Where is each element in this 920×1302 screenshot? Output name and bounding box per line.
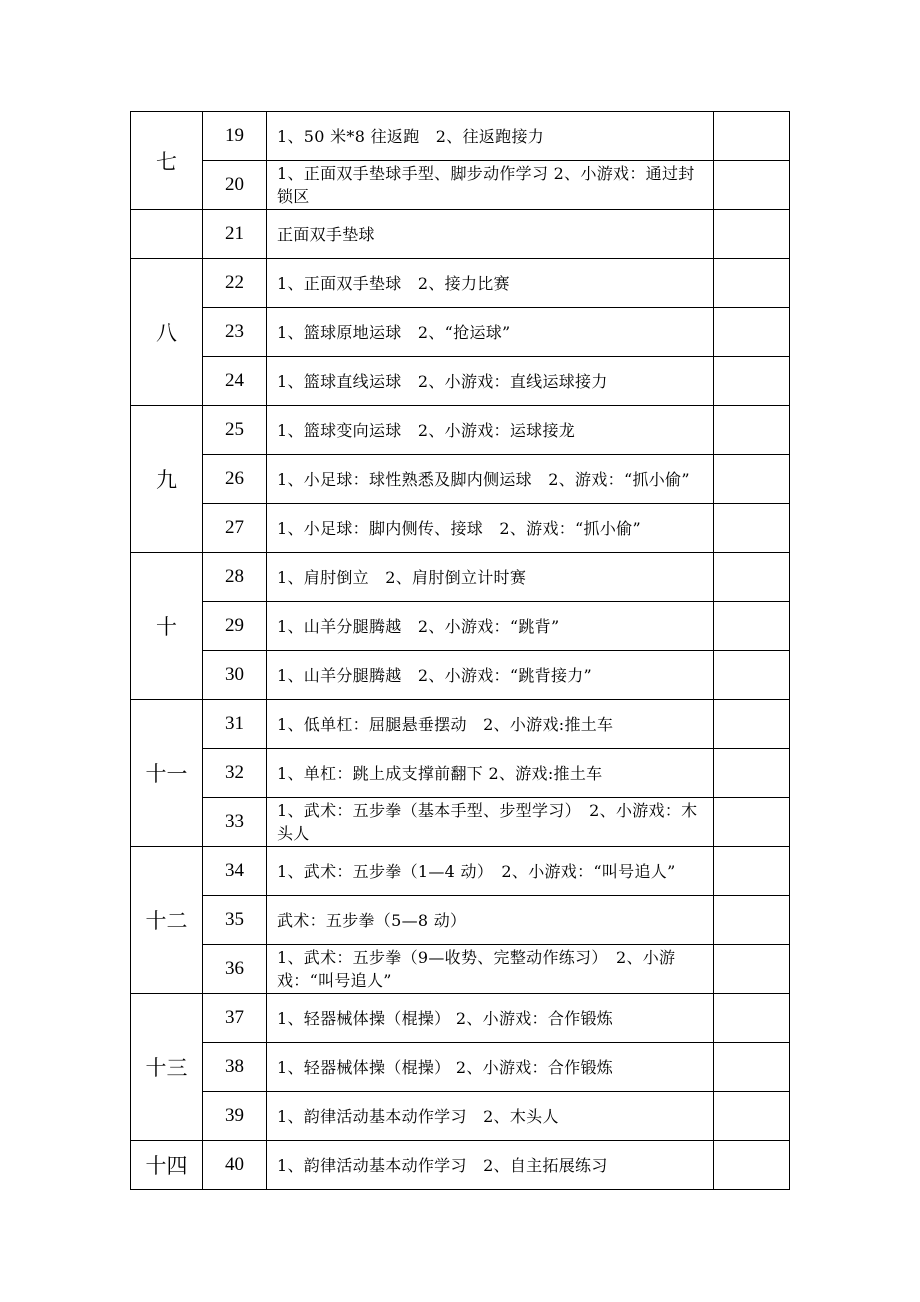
lesson-number-cell: 34 [203,847,267,896]
notes-cell [714,994,790,1043]
notes-cell [714,112,790,161]
table-row [131,1092,790,1141]
lesson-content-cell: 1、武术：五步拳（9—收势、完整动作练习） 2、小游戏：“叫号追人” [267,945,714,994]
lesson-content-cell: 1、武术：五步拳（1—4 动） 2、小游戏：“叫号追人” [267,847,714,896]
lesson-number-cell: 19 [203,112,267,161]
notes-cell [714,749,790,798]
notes-cell [714,1092,790,1141]
lesson-content-cell: 1、韵律活动基本动作学习 2、自主拓展练习 [267,1141,714,1190]
lesson-content-cell: 1、篮球直线运球 2、小游戏：直线运球接力 [267,357,714,406]
notes-cell [714,1141,790,1190]
week-cell: 十二 [131,847,203,994]
lesson-number-cell: 35 [203,896,267,945]
notes-cell [714,847,790,896]
notes-cell [714,259,790,308]
notes-cell [714,357,790,406]
lesson-number-cell: 29 [203,602,267,651]
week-cell [131,210,203,259]
table-row [131,847,790,896]
week-cell: 七 [131,112,203,210]
notes-cell [714,651,790,700]
lesson-content-cell: 1、轻器械体操（棍操） 2、小游戏：合作锻炼 [267,994,714,1043]
lesson-content-cell: 1、韵律活动基本动作学习 2、木头人 [267,1092,714,1141]
table-row [131,161,790,210]
table-row [131,945,790,994]
notes-cell [714,161,790,210]
notes-cell [714,406,790,455]
lesson-content-cell: 正面双手垫球 [267,210,714,259]
notes-cell [714,210,790,259]
lesson-number-cell: 23 [203,308,267,357]
lesson-number-cell: 25 [203,406,267,455]
lesson-content-cell: 1、小足球：脚内侧传、接球 2、游戏：“抓小偷” [267,504,714,553]
week-cell: 十四 [131,1141,203,1190]
lesson-content-cell: 1、单杠：跳上成支撑前翻下 2、游戏:推土车 [267,749,714,798]
lesson-number-cell: 22 [203,259,267,308]
week-cell: 十一 [131,700,203,847]
lesson-content-cell: 1、篮球原地运球 2、“抢运球” [267,308,714,357]
table-row [131,504,790,553]
schedule-body [131,112,790,1190]
table-row [131,210,790,259]
table-row [131,994,790,1043]
schedule-table [130,111,790,1190]
lesson-number-cell: 26 [203,455,267,504]
table-row [131,1141,790,1190]
lesson-content-cell: 1、轻器械体操（棍操） 2、小游戏：合作锻炼 [267,1043,714,1092]
lesson-content-cell: 1、山羊分腿腾越 2、小游戏：“跳背接力” [267,651,714,700]
lesson-number-cell: 24 [203,357,267,406]
table-row [131,112,790,161]
lesson-number-cell: 40 [203,1141,267,1190]
lesson-number-cell: 39 [203,1092,267,1141]
lesson-number-cell: 37 [203,994,267,1043]
lesson-number-cell: 36 [203,945,267,994]
lesson-number-cell: 30 [203,651,267,700]
notes-cell [714,504,790,553]
lesson-content-cell: 1、肩肘倒立 2、肩肘倒立计时赛 [267,553,714,602]
notes-cell [714,455,790,504]
notes-cell [714,308,790,357]
notes-cell [714,896,790,945]
notes-cell [714,798,790,847]
table-row [131,602,790,651]
table-row [131,308,790,357]
lesson-number-cell: 33 [203,798,267,847]
table-row [131,1043,790,1092]
lesson-number-cell: 32 [203,749,267,798]
lesson-content-cell: 1、武术：五步拳（基本手型、步型学习） 2、小游戏：木头人 [267,798,714,847]
lesson-content-cell: 1、正面双手垫球 2、接力比赛 [267,259,714,308]
lesson-number-cell: 38 [203,1043,267,1092]
table-row [131,259,790,308]
lesson-content-cell: 1、低单杠：屈腿悬垂摆动 2、小游戏:推土车 [267,700,714,749]
week-cell: 九 [131,406,203,553]
week-cell: 八 [131,259,203,406]
week-cell: 十 [131,553,203,700]
table-row [131,896,790,945]
notes-cell [714,945,790,994]
table-row [131,749,790,798]
lesson-number-cell: 20 [203,161,267,210]
lesson-content-cell: 1、山羊分腿腾越 2、小游戏：“跳背” [267,602,714,651]
table-row [131,406,790,455]
lesson-content-cell: 1、正面双手垫球手型、脚步动作学习 2、小游戏：通过封锁区 [267,161,714,210]
table-row [131,651,790,700]
lesson-number-cell: 27 [203,504,267,553]
lesson-number-cell: 28 [203,553,267,602]
table-row [131,357,790,406]
table-row [131,553,790,602]
table-row [131,700,790,749]
notes-cell [714,700,790,749]
lesson-number-cell: 31 [203,700,267,749]
notes-cell [714,1043,790,1092]
lesson-content-cell: 1、小足球：球性熟悉及脚内侧运球 2、游戏：“抓小偷” [267,455,714,504]
lesson-content-cell: 1、50 米*8 往返跑 2、往返跑接力 [267,112,714,161]
lesson-number-cell: 21 [203,210,267,259]
lesson-content-cell: 1、篮球变向运球 2、小游戏：运球接龙 [267,406,714,455]
notes-cell [714,602,790,651]
table-row [131,455,790,504]
lesson-content-cell: 武术：五步拳（5—8 动） [267,896,714,945]
table-row [131,798,790,847]
notes-cell [714,553,790,602]
week-cell: 十三 [131,994,203,1141]
